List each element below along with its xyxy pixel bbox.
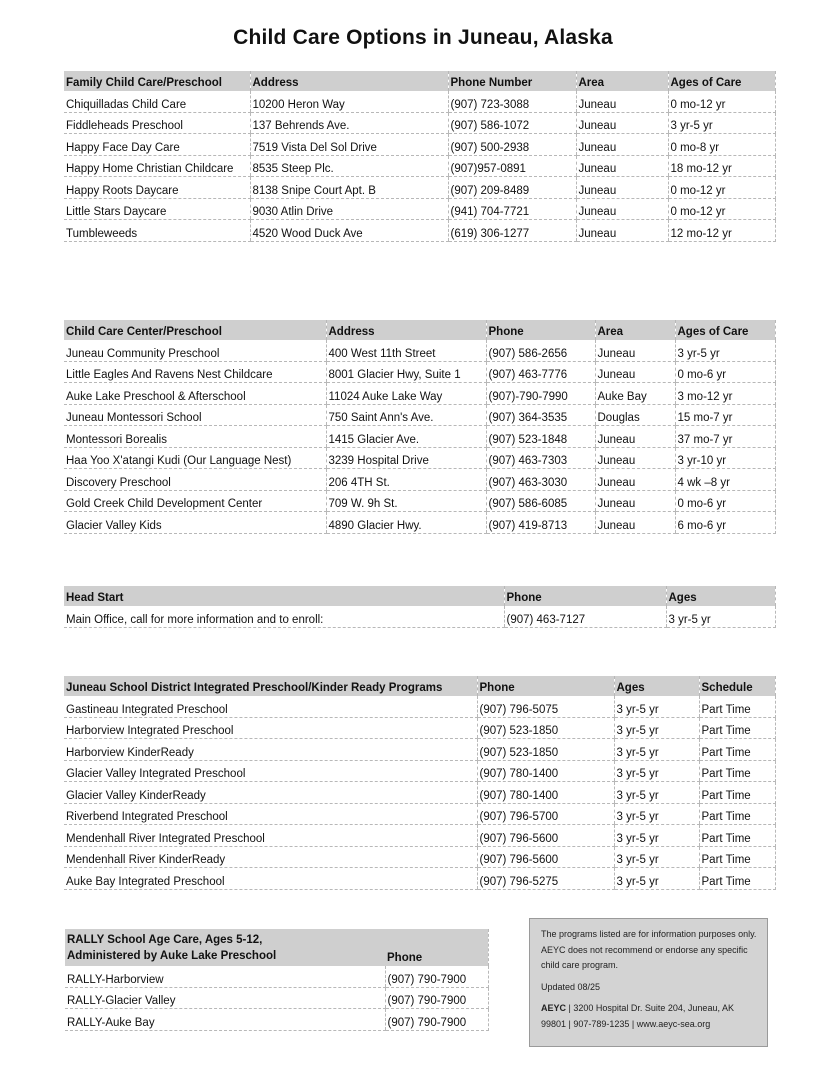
table-cell: 3 yr-5 yr — [614, 868, 699, 890]
table-cell: 0 mo-8 yr — [668, 134, 775, 156]
table-cell: 3 yr-5 yr — [614, 846, 699, 868]
table-cell: (907) 796-5600 — [477, 825, 614, 847]
table-cell: Juneau — [595, 469, 675, 491]
table-row — [65, 1009, 488, 1031]
table-cell: 8001 Glacier Hwy, Suite 1 — [326, 361, 486, 383]
table-cell: (907) 523-1850 — [477, 717, 614, 739]
table-cell: RALLY-Auke Bay — [65, 1009, 385, 1031]
table-cell: 3 yr-5 yr — [614, 739, 699, 761]
table-cell: 3239 Hospital Drive — [326, 447, 486, 469]
rally-heading-line-2: Administered by Auke Lake Preschool — [67, 950, 277, 962]
table-cell: 3 yr-5 yr — [614, 696, 699, 717]
table-row — [64, 383, 775, 405]
table-row — [64, 134, 775, 156]
table-cell: (907) 780-1400 — [477, 782, 614, 804]
table-row — [64, 91, 775, 112]
table-row — [64, 717, 775, 739]
table-header-row — [65, 929, 488, 966]
table-cell: 15 mo-7 yr — [675, 404, 775, 426]
table-cell: (907) 419-8713 — [486, 512, 595, 534]
table-cell: Chiquilladas Child Care — [64, 91, 250, 112]
table-cell: (907) 796-5075 — [477, 696, 614, 717]
column-header: Address — [250, 71, 448, 91]
table-row — [64, 512, 775, 534]
table-cell: 10200 Heron Way — [250, 91, 448, 112]
table-row — [64, 220, 775, 242]
table-cell: 0 mo-12 yr — [668, 91, 775, 112]
table-cell: (907) 364-3535 — [486, 404, 595, 426]
table-row — [64, 490, 775, 512]
table-cell: 206 4TH St. — [326, 469, 486, 491]
table-row — [64, 846, 775, 868]
table-cell: (941) 704-7721 — [448, 198, 576, 220]
table-cell: (907) 586-2656 — [486, 340, 595, 361]
table-cell: 12 mo-12 yr — [668, 220, 775, 242]
table-cell: (619) 306-1277 — [448, 220, 576, 242]
column-header: Ages — [614, 676, 699, 696]
table-cell: 3 mo-12 yr — [675, 383, 775, 405]
table-cell: Juneau — [576, 198, 668, 220]
table-cell: Tumbleweeds — [64, 220, 250, 242]
table-row — [64, 361, 775, 383]
table-cell: (907) 723-3088 — [448, 91, 576, 112]
column-header: Phone — [385, 929, 488, 966]
table-cell: Juneau — [576, 220, 668, 242]
column-header: Phone — [504, 586, 666, 606]
table-cell: Juneau Montessori School — [64, 404, 326, 426]
table-cell: 3 yr-5 yr — [614, 825, 699, 847]
table-cell: (907) 796-5700 — [477, 803, 614, 825]
table-cell: Happy Home Christian Childcare — [64, 155, 250, 177]
table-cell: 3 yr-5 yr — [614, 717, 699, 739]
table-cell: Juneau — [576, 155, 668, 177]
table-cell: Little Eagles And Ravens Nest Childcare — [64, 361, 326, 383]
table-cell: Juneau — [595, 361, 675, 383]
table-cell: (907) 463-7303 — [486, 447, 595, 469]
column-header: Ages of Care — [675, 320, 775, 340]
table-cell: (907) 586-6085 — [486, 490, 595, 512]
head-start-table — [64, 586, 776, 628]
page-title: Child Care Options in Juneau, Alaska — [233, 26, 613, 49]
table-cell: 6 mo-6 yr — [675, 512, 775, 534]
table-cell: Part Time — [699, 846, 775, 868]
table-header-row — [64, 320, 775, 340]
school-district-programs-table — [64, 676, 776, 890]
table-cell: Juneau — [595, 426, 675, 448]
table-cell: 9030 Atlin Drive — [250, 198, 448, 220]
table-cell: Haa Yoo X'atangi Kudi (Our Language Nest) — [64, 447, 326, 469]
table-cell: Part Time — [699, 717, 775, 739]
table-cell: 7519 Vista Del Sol Drive — [250, 134, 448, 156]
table-cell: RALLY-Glacier Valley — [65, 987, 385, 1009]
table-cell: (907) 780-1400 — [477, 760, 614, 782]
table-row — [64, 803, 775, 825]
table-header-row — [64, 71, 775, 91]
table-cell: 3 yr-5 yr — [675, 340, 775, 361]
table-row — [64, 155, 775, 177]
table-cell: Auke Lake Preschool & Afterschool — [64, 383, 326, 405]
table-cell: Glacier Valley Integrated Preschool — [64, 760, 477, 782]
column-header: Ages of Care — [668, 71, 775, 91]
table-cell: Auke Bay Integrated Preschool — [64, 868, 477, 890]
table-row — [64, 198, 775, 220]
column-header: Phone — [477, 676, 614, 696]
rally-school-age-care-table — [65, 929, 489, 1031]
table-row — [65, 987, 488, 1009]
table-cell: (907) 586-1072 — [448, 112, 576, 134]
table-row — [64, 825, 775, 847]
table-cell: Discovery Preschool — [64, 469, 326, 491]
updated-date: Updated 08/25 — [541, 981, 601, 992]
table-cell: Part Time — [699, 825, 775, 847]
table-cell: Juneau — [576, 134, 668, 156]
table-cell: Harborview Integrated Preschool — [64, 717, 477, 739]
table-cell: 709 W. 9h St. — [326, 490, 486, 512]
table-cell: Glacier Valley KinderReady — [64, 782, 477, 804]
table-cell: (907) 790-7900 — [385, 1009, 488, 1031]
table-cell: Juneau — [595, 490, 675, 512]
table-cell: Gold Creek Child Development Center — [64, 490, 326, 512]
table-cell: 3 yr-5 yr — [614, 803, 699, 825]
family-child-care-table — [64, 71, 776, 242]
table-cell: 0 mo-12 yr — [668, 198, 775, 220]
table-row — [64, 782, 775, 804]
table-cell: Happy Face Day Care — [64, 134, 250, 156]
table-cell: Mendenhall River KinderReady — [64, 846, 477, 868]
contact-details: | 3200 Hospital Dr. Suite 204, Juneau, AK 99801 | 907-789-1235 | www.aeyc-sea.org — [541, 1003, 734, 1029]
table-row — [64, 469, 775, 491]
table-cell: 11024 Auke Lake Way — [326, 383, 486, 405]
column-header: Ages — [666, 586, 775, 606]
table-cell: 3 yr-5 yr — [614, 760, 699, 782]
table-cell: 37 mo-7 yr — [675, 426, 775, 448]
table-cell: Juneau — [576, 112, 668, 134]
rally-heading-line-1: RALLY School Age Care, Ages 5-12, — [67, 934, 263, 946]
table-cell: 0 mo-6 yr — [675, 490, 775, 512]
table-cell: (907) 463-3030 — [486, 469, 595, 491]
table-cell: 18 mo-12 yr — [668, 155, 775, 177]
table-row — [64, 760, 775, 782]
table-cell: Riverbend Integrated Preschool — [64, 803, 477, 825]
table-cell: Mendenhall River Integrated Preschool — [64, 825, 477, 847]
disclaimer-box — [529, 918, 768, 1047]
table-cell: Harborview KinderReady — [64, 739, 477, 761]
table-row — [64, 404, 775, 426]
child-care-center-table — [64, 320, 776, 534]
table-row — [65, 966, 488, 987]
table-cell: 8138 Snipe Court Apt. B — [250, 177, 448, 199]
table-cell: Little Stars Daycare — [64, 198, 250, 220]
table-cell: (907) 463-7776 — [486, 361, 595, 383]
table-cell: RALLY-Harborview — [65, 966, 385, 987]
table-cell: Part Time — [699, 782, 775, 804]
table-cell: Part Time — [699, 760, 775, 782]
column-header: Phone Number — [448, 71, 576, 91]
column-header: Juneau School District Integrated Preschool/Kinder Ready Programs — [64, 676, 477, 696]
table-cell: 4890 Glacier Hwy. — [326, 512, 486, 534]
table-cell: (907) 790-7900 — [385, 966, 488, 987]
table-cell: (907) 790-7900 — [385, 987, 488, 1009]
table-cell: Auke Bay — [595, 383, 675, 405]
table-cell: (907)957-0891 — [448, 155, 576, 177]
table-cell: Glacier Valley Kids — [64, 512, 326, 534]
table-row — [64, 177, 775, 199]
table-row — [64, 426, 775, 448]
table-row — [64, 447, 775, 469]
table-cell: Fiddleheads Preschool — [64, 112, 250, 134]
table-cell: Juneau — [595, 512, 675, 534]
table-cell: 1415 Glacier Ave. — [326, 426, 486, 448]
table-cell: (907) 209-8489 — [448, 177, 576, 199]
table-cell: (907) 796-5275 — [477, 868, 614, 890]
table-header-row — [64, 676, 775, 696]
table-cell: Part Time — [699, 803, 775, 825]
table-cell: 137 Behrends Ave. — [250, 112, 448, 134]
table-cell: 3 yr-5 yr — [668, 112, 775, 134]
table-cell: 8535 Steep Plc. — [250, 155, 448, 177]
table-cell: Main Office, call for more information and to enroll: — [64, 606, 504, 627]
table-cell: Part Time — [699, 739, 775, 761]
contact-info — [541, 1001, 759, 1032]
table-cell: 4520 Wood Duck Ave — [250, 220, 448, 242]
table-row — [64, 696, 775, 717]
column-header: Child Care Center/Preschool — [64, 320, 326, 340]
table-cell: (907)-790-7990 — [486, 383, 595, 405]
table-cell: Juneau — [576, 91, 668, 112]
table-cell: Juneau — [595, 340, 675, 361]
table-row — [64, 340, 775, 361]
table-cell: 400 West 11th Street — [326, 340, 486, 361]
table-cell: 3 yr-5 yr — [666, 606, 775, 627]
table-cell: Douglas — [595, 404, 675, 426]
table-row — [64, 739, 775, 761]
table-cell: (907) 463-7127 — [504, 606, 666, 627]
table-cell: 0 mo-6 yr — [675, 361, 775, 383]
table-cell: 750 Saint Ann's Ave. — [326, 404, 486, 426]
column-header: Phone — [486, 320, 595, 340]
table-cell: 0 mo-12 yr — [668, 177, 775, 199]
table-header-row — [64, 586, 775, 606]
table-cell: Montessori Borealis — [64, 426, 326, 448]
column-header: Area — [595, 320, 675, 340]
column-header: Head Start — [64, 586, 504, 606]
table-cell: Gastineau Integrated Preschool — [64, 696, 477, 717]
column-header: Schedule — [699, 676, 775, 696]
table-cell: 3 yr-10 yr — [675, 447, 775, 469]
org-name: AEYC — [541, 1003, 567, 1013]
column-header: Address — [326, 320, 486, 340]
table-row — [64, 112, 775, 134]
table-cell: Juneau — [595, 447, 675, 469]
table-row — [64, 606, 775, 627]
table-cell: Juneau — [576, 177, 668, 199]
table-cell: (907) 523-1848 — [486, 426, 595, 448]
table-cell: (907) 523-1850 — [477, 739, 614, 761]
column-header: Area — [576, 71, 668, 91]
table-cell: Part Time — [699, 868, 775, 890]
table-cell: (907) 500-2938 — [448, 134, 576, 156]
table-cell: (907) 796-5600 — [477, 846, 614, 868]
table-row — [64, 868, 775, 890]
table-cell: Happy Roots Daycare — [64, 177, 250, 199]
table-cell: Part Time — [699, 696, 775, 717]
disclaimer-text: The programs listed are for information purposes only. AEYC does not recommend or endorse any specific child care program. — [541, 929, 757, 970]
table-cell: 3 yr-5 yr — [614, 782, 699, 804]
rally-heading — [65, 929, 385, 966]
column-header: Family Child Care/Preschool — [64, 71, 250, 91]
table-cell: Juneau Community Preschool — [64, 340, 326, 361]
table-cell: 4 wk –8 yr — [675, 469, 775, 491]
